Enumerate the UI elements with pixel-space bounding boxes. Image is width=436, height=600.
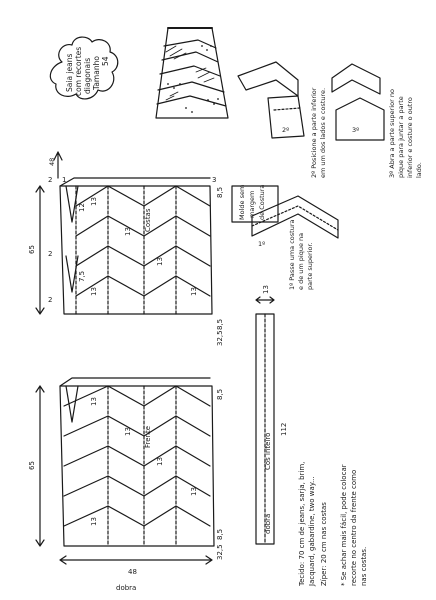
fabric-line2: Jacquard, gabardine, two way... bbox=[308, 476, 316, 586]
back-hip-quarter: 32,5 bbox=[216, 330, 224, 346]
fabric-line1: Tecido: 70 cm de jeans, sarja, brim, bbox=[298, 461, 306, 586]
waistband-label: Cós inteiro bbox=[264, 432, 272, 470]
tip-line2: recorte no centro da frente como bbox=[350, 469, 358, 586]
piece-marker-2: 2º bbox=[282, 126, 290, 134]
front-labels bbox=[28, 389, 224, 592]
skirt-illustration bbox=[156, 28, 228, 118]
front-stripe-4: 13 bbox=[190, 487, 198, 496]
step3-line3: inferior e costure o outro bbox=[406, 97, 414, 178]
zipper-note: Zíper: 20 cm nas costas bbox=[320, 502, 328, 586]
back-waist-small: 3 bbox=[212, 176, 217, 184]
front-width-arrow bbox=[60, 556, 212, 564]
waistband-labels bbox=[262, 285, 288, 534]
waistband-length: 112 bbox=[280, 422, 288, 436]
back-side-top: 8,5 bbox=[216, 186, 224, 198]
mold-label-line2: margem bbox=[248, 190, 256, 218]
back-piece-label: Costas bbox=[144, 208, 152, 232]
back-side-bottom: 8,5 bbox=[216, 318, 224, 330]
step3-line4: lado. bbox=[415, 162, 423, 178]
back-stripe-2: 13 bbox=[124, 227, 132, 236]
waistband-height-arrow bbox=[256, 297, 274, 303]
mold-label-line3: de Costura bbox=[258, 184, 266, 220]
waistband-fold: dobra bbox=[264, 513, 272, 534]
step2-line2: em um dos lados e costure. bbox=[319, 87, 327, 178]
front-width-label: 48 bbox=[128, 568, 137, 576]
back-dart-length-b: 7,5 bbox=[78, 270, 86, 282]
assembly-step-2-drawing bbox=[238, 62, 304, 138]
step1-line1: 1º Passe uma costura bbox=[288, 219, 296, 290]
step3-line1: 3º Abra a parte superior no bbox=[388, 89, 396, 178]
back-stripe-5: 13 bbox=[90, 287, 98, 296]
back-length-arrow bbox=[36, 186, 44, 314]
front-length-arrow bbox=[36, 386, 44, 546]
step1-line3: parte superior. bbox=[306, 242, 314, 290]
back-stripe-1: 13 bbox=[90, 197, 98, 206]
back-stripe-4: 13 bbox=[190, 287, 198, 296]
tip-line1: * Se achar mais fácil, pode colocar bbox=[340, 464, 348, 586]
step1-line2: e de um pique na bbox=[297, 232, 305, 290]
front-side-bottom: 8,5 bbox=[216, 528, 224, 540]
title-text bbox=[65, 47, 110, 96]
waistband-height: 13 bbox=[262, 285, 270, 294]
title-line3: diagonais bbox=[83, 57, 92, 94]
front-length-label: 65 bbox=[28, 461, 36, 470]
front-piece-label: Frente bbox=[144, 425, 152, 448]
notes-text bbox=[298, 462, 368, 587]
back-length-label: 65 bbox=[28, 245, 36, 254]
mold-label-line1: Molde sem bbox=[238, 184, 246, 220]
back-dart-length: 12 bbox=[78, 203, 86, 212]
mold-label bbox=[238, 185, 266, 220]
waistband-outline bbox=[256, 314, 274, 544]
back-stripe-3: 13 bbox=[156, 257, 164, 266]
piece-marker-3: 3º bbox=[352, 126, 360, 134]
piece-marker-1: 1º bbox=[258, 240, 266, 248]
step2-line1: 2º Posicione a parte inferior bbox=[310, 87, 318, 178]
front-stripe-1: 13 bbox=[90, 397, 98, 406]
step3-line2: pique para juntar a parte bbox=[397, 96, 405, 178]
front-stripe-2: 13 bbox=[124, 427, 132, 436]
title-line1: Saia jeans bbox=[65, 53, 74, 92]
front-fold-label: dobra bbox=[116, 584, 137, 592]
back-dart-width: 1 bbox=[62, 176, 67, 184]
back-top-mark-1: 2 bbox=[48, 176, 53, 184]
front-side-top: 8,5 bbox=[216, 388, 224, 400]
title-line4: Tamanho bbox=[92, 56, 101, 90]
front-stripe-3: 13 bbox=[156, 457, 164, 466]
front-hip-quarter: 32,5 bbox=[216, 544, 224, 560]
title-line5: 54 bbox=[101, 56, 110, 66]
back-top-mark-2: 2 bbox=[48, 250, 53, 258]
front-diagonal-stripes bbox=[64, 386, 210, 526]
back-top-mark-3: 2 bbox=[48, 296, 53, 304]
step-total-width: 48 bbox=[48, 157, 56, 166]
title-line2: com recortes bbox=[74, 46, 83, 96]
back-labels bbox=[28, 176, 224, 346]
tip-line3: nas costas. bbox=[360, 546, 368, 586]
front-stripe-5: 13 bbox=[90, 517, 98, 526]
